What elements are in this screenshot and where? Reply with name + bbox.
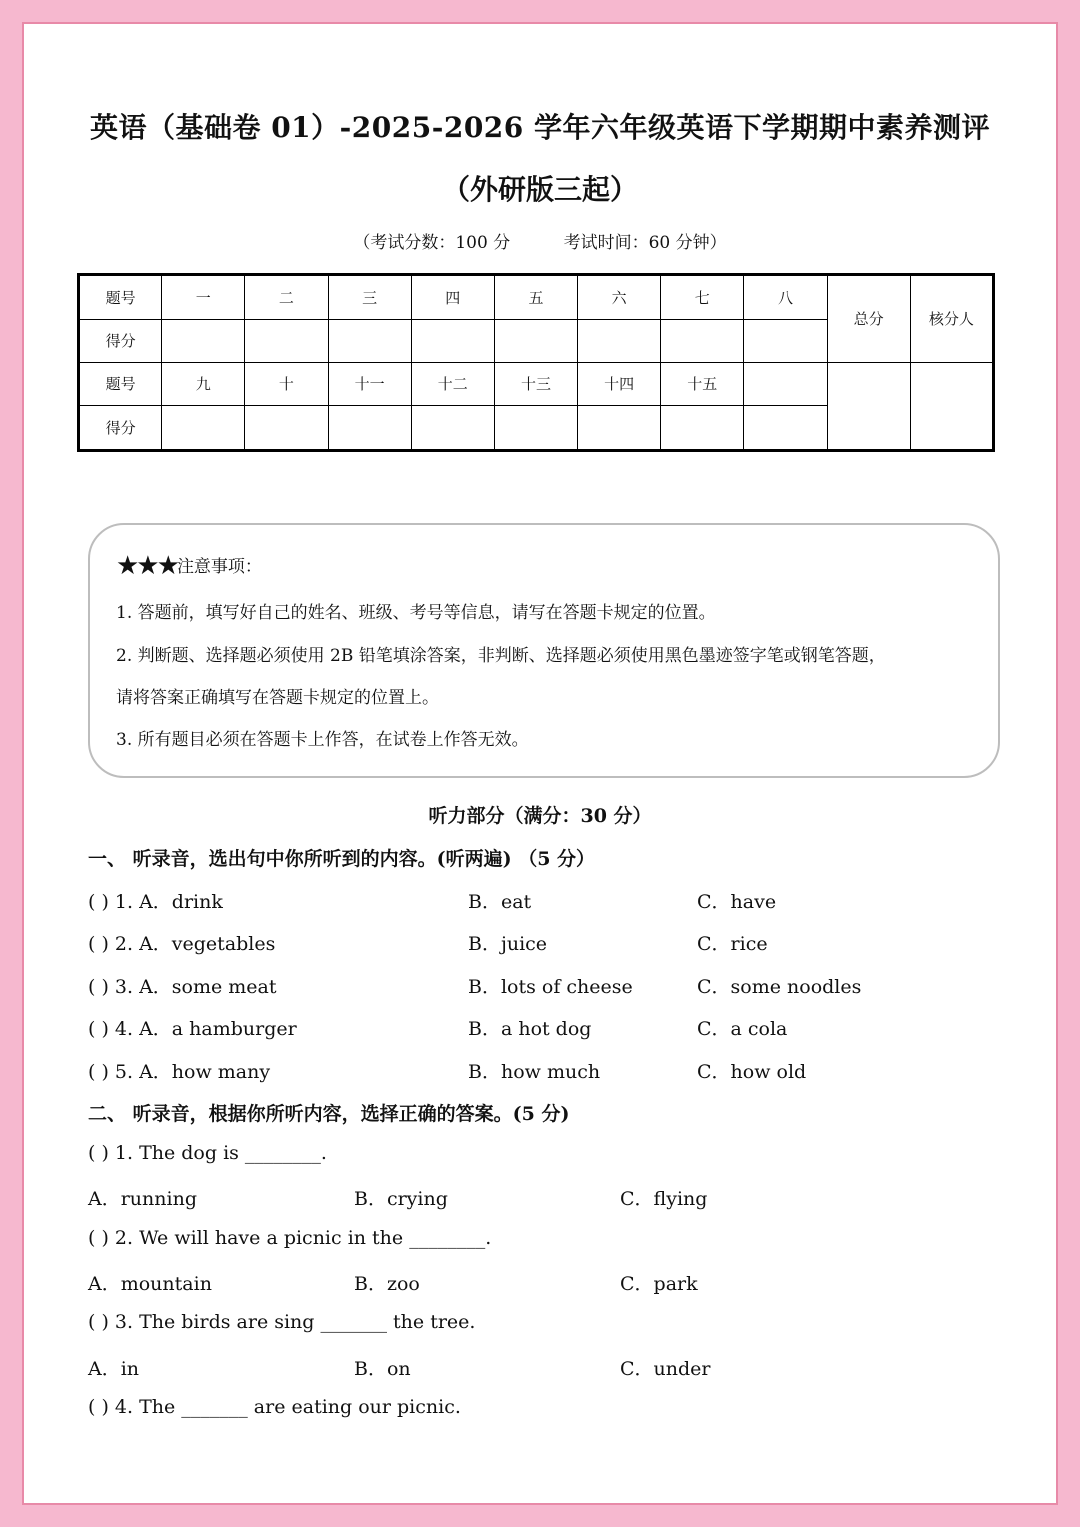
- question-stem: ( ) 2. We will have a picnic in the ________.: [88, 1227, 492, 1249]
- listening-heading: 听力部分（满分：30 分）: [428, 805, 652, 827]
- option-c: C．how old: [697, 1061, 807, 1083]
- table-cell: 十一: [328, 362, 411, 405]
- score-cell: [578, 319, 661, 362]
- score-cell: [245, 319, 328, 362]
- page-subtitle: （外研版三起）: [441, 173, 638, 206]
- table-cell: 十三: [494, 362, 577, 405]
- option-b: B．crying: [354, 1188, 448, 1210]
- question-stem: ( ) 1. The dog is ________.: [88, 1142, 327, 1164]
- question-stem: ( ) 5. A．how many: [88, 1061, 271, 1083]
- table-cell: 题号: [79, 275, 162, 320]
- question-stem: ( ) 4. A．a hamburger: [88, 1018, 297, 1040]
- score-cell: [162, 406, 245, 451]
- option-a: A．mountain: [88, 1273, 212, 1295]
- option-b: B．zoo: [354, 1273, 420, 1295]
- table-cell: 得分: [79, 319, 162, 362]
- score-table: [77, 273, 995, 452]
- table-cell: 五: [494, 275, 577, 320]
- score-cell: [328, 319, 411, 362]
- option-c: C．have: [697, 891, 777, 913]
- table-cell: [744, 362, 827, 405]
- option-b: B．juice: [468, 933, 548, 955]
- question-stem: ( ) 3. A．some meat: [88, 976, 277, 998]
- option-b: B．eat: [468, 891, 532, 913]
- notice-box: [88, 523, 1000, 778]
- table-cell: 九: [162, 362, 245, 405]
- score-cell: [328, 406, 411, 451]
- table-row: [79, 362, 994, 405]
- exam-info: [0, 228, 1080, 253]
- total-score-cell: [827, 362, 910, 450]
- option-b: B．how much: [468, 1061, 601, 1083]
- option-c: C．flying: [620, 1188, 708, 1210]
- option-c: C．rice: [697, 933, 768, 955]
- question-stem: ( ) 2. A．vegetables: [88, 933, 276, 955]
- option-c: C．park: [620, 1273, 698, 1295]
- table-cell: 十四: [578, 362, 661, 405]
- table-cell: 题号: [79, 362, 162, 405]
- table-cell: 四: [411, 275, 494, 320]
- option-b: B．lots of cheese: [468, 976, 633, 998]
- checker-cell: [910, 362, 993, 450]
- option-c: C．some noodles: [697, 976, 862, 998]
- section1-title: 一、 听录音，选出句中你所听到的内容。(听两遍) （5 分）: [88, 848, 596, 870]
- notice-item: 2. 判断题、选择题必须使用 2B 铅笔填涂答案，非判断、选择题必须使用黑色墨迹签字笔或钢笔答题，: [116, 646, 886, 666]
- table-cell: 得分: [79, 406, 162, 451]
- exam-score: （考试分数：100 分: [353, 233, 511, 253]
- question-stem: ( ) 4. The _______ are eating our picnic.: [88, 1396, 461, 1418]
- option-b: B．on: [354, 1358, 411, 1380]
- table-cell: 一: [162, 275, 245, 320]
- score-cell: [744, 406, 827, 451]
- score-cell: [661, 319, 744, 362]
- notice-heading: ★★★注意事项：: [116, 551, 262, 581]
- total-score-label: 总分: [827, 275, 910, 363]
- option-a: A．in: [88, 1358, 140, 1380]
- option-c: C．under: [620, 1358, 711, 1380]
- notice-item: 1. 答题前，填写好自己的姓名、班级、考号等信息，请写在答题卡规定的位置。: [116, 603, 716, 623]
- notice-item: 3. 所有题目必须在答题卡上作答，在试卷上作答无效。: [116, 730, 529, 750]
- score-cell: [494, 319, 577, 362]
- score-cell: [162, 319, 245, 362]
- score-cell: [661, 406, 744, 451]
- table-cell: 七: [661, 275, 744, 320]
- star-icon: ★★★: [116, 551, 177, 581]
- exam-time: 考试时间：60 分钟）: [563, 233, 727, 253]
- score-cell: [411, 406, 494, 451]
- table-cell: 二: [245, 275, 328, 320]
- section2-title: 二、 听录音，根据你所听内容，选择正确的答案。(5 分): [88, 1103, 570, 1125]
- table-cell: 十五: [661, 362, 744, 405]
- table-row: [79, 275, 994, 320]
- table-cell: 六: [578, 275, 661, 320]
- option-b: B．a hot dog: [468, 1018, 592, 1040]
- score-cell: [744, 319, 827, 362]
- question-stem: ( ) 3. The birds are sing _______ the tree.: [88, 1311, 476, 1333]
- question-stem: ( ) 1. A．drink: [88, 891, 223, 913]
- table-cell: 三: [328, 275, 411, 320]
- option-c: C．a cola: [697, 1018, 788, 1040]
- notice-item: 请将答案正确填写在答题卡规定的位置上。: [116, 688, 439, 708]
- table-cell: 八: [744, 275, 827, 320]
- table-cell: 十: [245, 362, 328, 405]
- table-cell: 十二: [411, 362, 494, 405]
- checker-label: 核分人: [910, 275, 993, 363]
- score-cell: [245, 406, 328, 451]
- score-cell: [578, 406, 661, 451]
- score-cell: [494, 406, 577, 451]
- score-cell: [411, 319, 494, 362]
- option-a: A．running: [88, 1188, 197, 1210]
- page-title: 英语（基础卷 01）-2025-2026 学年六年级英语下学期期中素养测评: [89, 111, 991, 144]
